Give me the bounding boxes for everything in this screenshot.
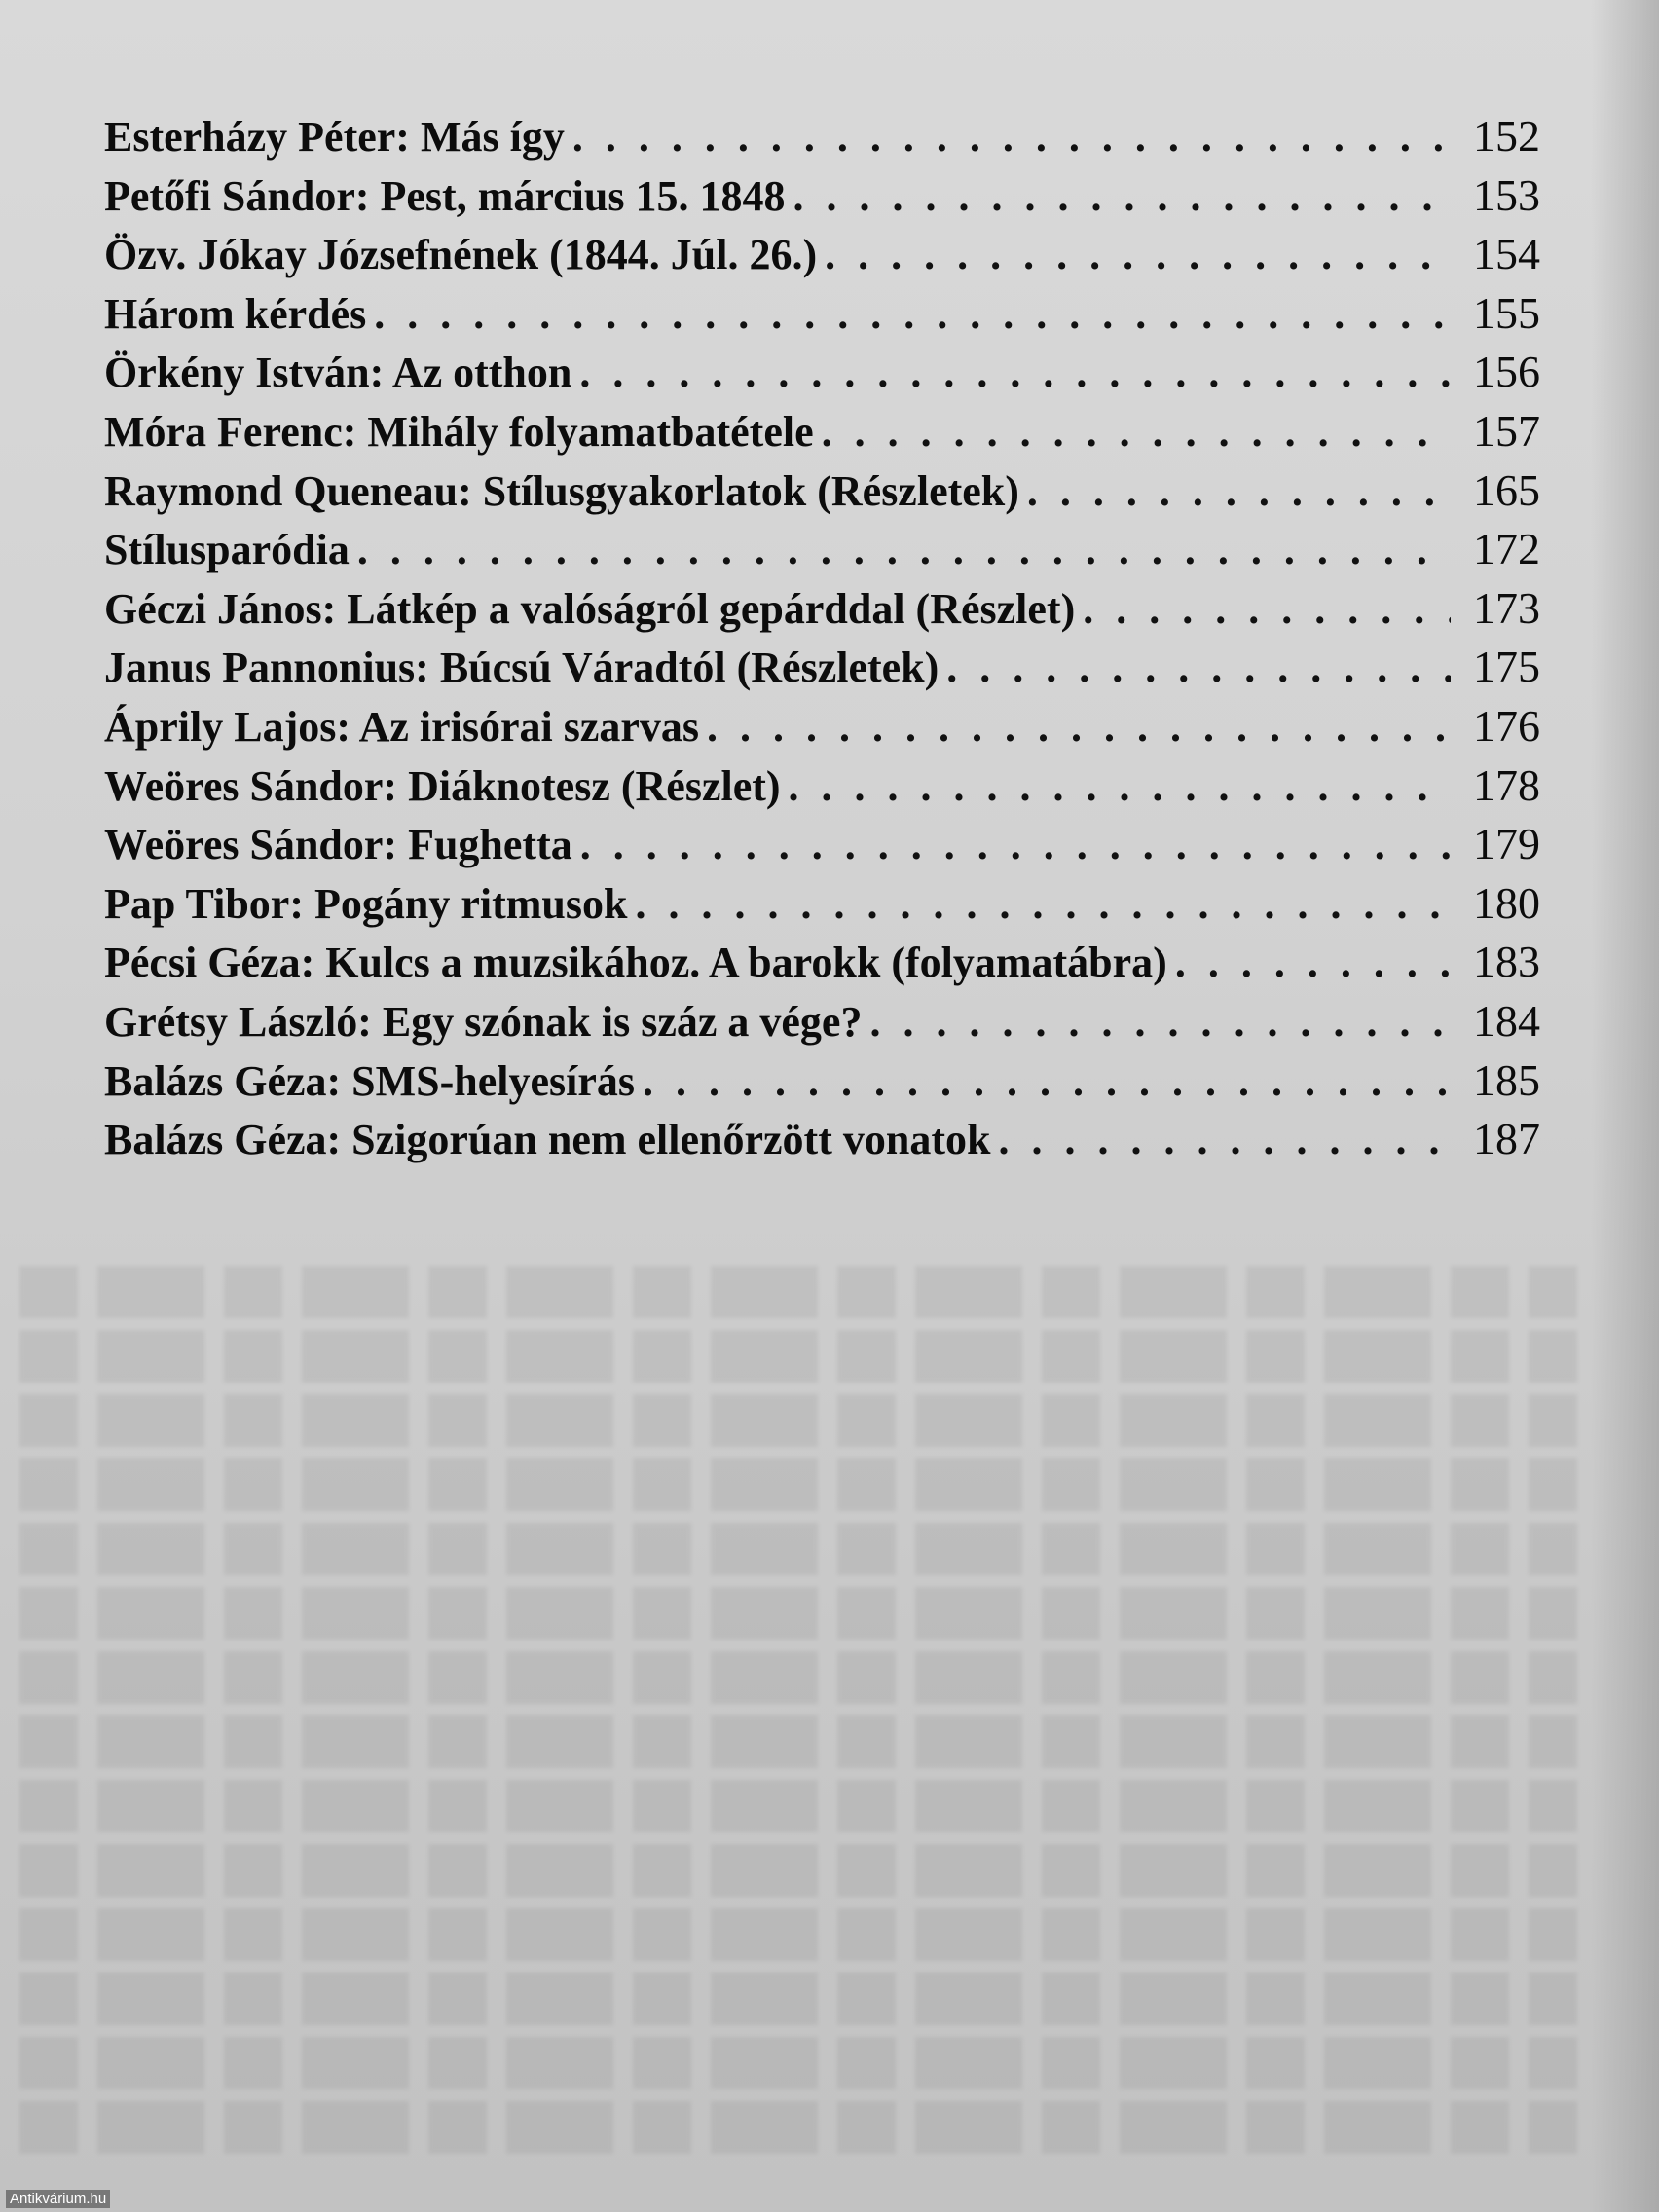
table-of-contents: [104, 107, 1540, 1169]
toc-entry: [104, 874, 1540, 934]
toc-entry: [104, 992, 1540, 1051]
dot-leader: [998, 1111, 1451, 1169]
dot-leader: [822, 403, 1451, 461]
toc-entry-title: Géczi János: Látkép a valóságról gepárddal (Részlet): [104, 584, 1076, 633]
toc-entry-page: 176: [1473, 700, 1540, 751]
toc-entry: [104, 933, 1540, 992]
toc-entry-title: Grétsy László: Egy szónak is száz a vége?: [104, 997, 863, 1046]
toc-entry-page: 152: [1473, 111, 1540, 161]
dot-leader: [869, 993, 1451, 1051]
toc-entry-page: 157: [1473, 405, 1540, 456]
toc-entry-title: Örkény István: Az otthon: [104, 349, 572, 397]
toc-entry: [104, 815, 1540, 874]
toc-entry-page: 172: [1473, 524, 1540, 574]
toc-entry: [104, 756, 1540, 816]
page-edge-shadow: [1591, 0, 1659, 2212]
toc-entry-title: Janus Pannonius: Búcsú Váradtól (Részletek): [104, 644, 940, 692]
toc-entry-title: Három kérdés: [104, 289, 367, 338]
toc-entry-page: 185: [1473, 1054, 1540, 1105]
toc-entry: [104, 284, 1540, 344]
toc-entry-title: Petőfi Sándor: Pest, március 15. 1848: [104, 171, 786, 220]
site-watermark: Antikvárium.hu: [6, 2190, 110, 2208]
dot-leader: [1027, 462, 1451, 521]
toc-entry-title: Weöres Sándor: Diáknotesz (Részlet): [104, 761, 781, 810]
toc-entry-title: Weöres Sándor: Fughetta: [104, 821, 572, 869]
dot-leader: [825, 226, 1451, 284]
toc-entry-title: Esterházy Péter: Más így: [104, 113, 565, 161]
toc-entry: [104, 520, 1540, 579]
toc-entry-page: 187: [1473, 1114, 1540, 1164]
toc-entry-title: Raymond Queneau: Stílusgyakorlatok (Részletek): [104, 466, 1019, 515]
dot-leader: [946, 639, 1451, 697]
toc-entry: [104, 107, 1540, 166]
dot-leader: [707, 698, 1451, 756]
toc-entry-title: Stílusparódia: [104, 526, 350, 574]
toc-entry: [104, 697, 1540, 756]
dot-leader: [1175, 934, 1451, 992]
toc-entry: [104, 402, 1540, 461]
toc-entry: [104, 343, 1540, 402]
toc-entry: [104, 166, 1540, 226]
toc-entry-title: Özv. Jókay Józsefnének (1844. Júl. 26.): [104, 231, 818, 279]
toc-entry-page: 173: [1473, 582, 1540, 633]
toc-entry-title: Balázs Géza: SMS-helyesírás: [104, 1056, 636, 1105]
toc-entry-page: 180: [1473, 877, 1540, 928]
toc-entry-page: 179: [1473, 819, 1540, 869]
toc-entry-title: Pécsi Géza: Kulcs a muzsikához. A barokk (folyamatábra): [104, 939, 1167, 987]
toc-entry: [104, 1110, 1540, 1169]
toc-entry: [104, 461, 1540, 521]
dot-leader: [789, 757, 1451, 816]
dot-leader: [357, 521, 1451, 579]
toc-entry: [104, 1051, 1540, 1111]
toc-entry-title: Pap Tibor: Pogány ritmusok: [104, 879, 628, 928]
dot-leader: [572, 108, 1451, 166]
toc-entry: [104, 638, 1540, 697]
dot-leader: [374, 285, 1451, 344]
toc-entry: [104, 225, 1540, 284]
toc-entry-title: Áprily Lajos: Az irisórai szarvas: [104, 702, 700, 751]
toc-entry-title: Balázs Géza: Szigorúan nem ellenőrzött vonatok: [104, 1116, 991, 1164]
toc-entry-page: 175: [1473, 642, 1540, 692]
dot-leader: [643, 1052, 1451, 1111]
toc-entry-page: 155: [1473, 287, 1540, 338]
toc-entry-page: 165: [1473, 464, 1540, 515]
dot-leader: [635, 875, 1451, 934]
toc-entry-page: 178: [1473, 759, 1540, 810]
dot-leader: [1083, 580, 1451, 639]
toc-entry: [104, 579, 1540, 639]
toc-entry-page: 184: [1473, 995, 1540, 1046]
dot-leader: [580, 816, 1451, 874]
toc-entry-page: 153: [1473, 169, 1540, 220]
toc-entry-title: Móra Ferenc: Mihály folyamatbatétele: [104, 407, 814, 456]
dot-leader: [793, 167, 1451, 226]
dot-leader: [579, 344, 1451, 402]
toc-entry-page: 183: [1473, 937, 1540, 987]
toc-entry-page: 156: [1473, 347, 1540, 397]
toc-entry-page: 154: [1473, 229, 1540, 279]
bleed-through-text: [19, 1266, 1577, 2191]
